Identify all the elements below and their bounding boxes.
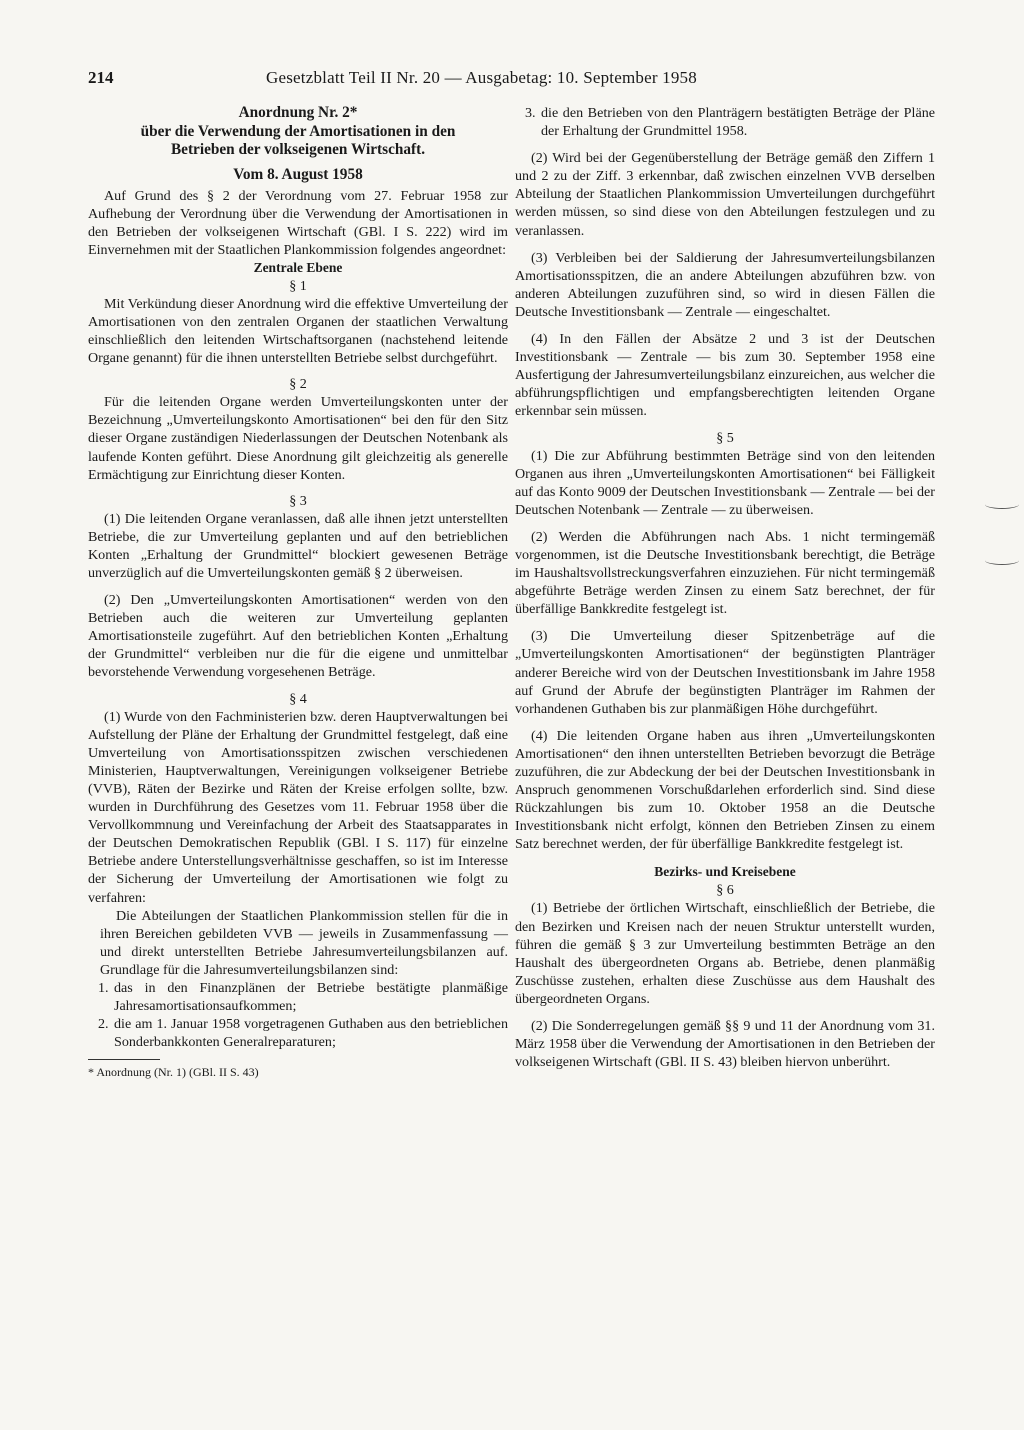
list-item-1-number: 1. [98, 979, 109, 996]
section-4-heading: § 4 [289, 690, 307, 707]
heading-bezirks-und-kreisebene: Bezirks- und Kreisebene [654, 864, 796, 880]
list-item-1 [88, 979, 508, 1015]
section-5-heading: § 5 [716, 429, 734, 446]
section-5-paragraph-3: (3) Die Umverteilung dieser Spitzenbeträge auf die „Umverteilungskonten Amortisationen“ der begünstigten Planträger anderer Bereiche wird von der Deutschen Investitionsbank im Jahre 1958 auf Grund der Abrufe der begünstigten Planträger im Rahmen der vorhandenen Guthaben bis zur planmäßigen Höhe durchgeführt. [515, 628, 935, 717]
section-6-paragraph-2: (2) Die Sonderregelungen gemäß §§ 9 und 11 der Anordnung vom 31. März 1958 über die Verwendung der Amortisationen in den Betrieben der volkseigenen Wirtschaft (GBl. II S. 43) bleiben hiervon unberührt. [515, 1018, 935, 1071]
section-5-paragraph-1: (1) Die zur Abführung bestimmten Beträge sind von den leitenden Organen aus ihren „Umverteilungskonten Amortisationen“ bei Fälligkeit auf das Konto 9009 der Deutschen Investitionsbank — Zentrale — bei der Deutschen Notenbank — Zentrale — zu überweisen. [515, 447, 935, 518]
preamble: Auf Grund des § 2 der Verordnung vom 27. Februar 1958 zur Aufhebung der Verordnung über die Verwendung der Amortisationen in den Betrieben der volkseigenen Wirtschaft (GBl. I S. 222) wird im Einvernehmen mit der Staatlichen Plankommission folgendes angeordnet: [88, 187, 508, 258]
section-5-paragraph-2: (2) Werden die Abführungen nach Abs. 1 nicht termingemäß vorgenommen, ist die Deutsche Investitionsbank berechtigt, die Beträge im Haushaltsvollstreckungsverfahren einzuziehen. Für nicht termingemäß abgeführte Beträge werden Zinsen zu einem Satz berechnet, der für überfällige Bankkredite festgelegt ist. [515, 528, 935, 618]
ordinance-title-line-1: Anordnung Nr. 2* [238, 104, 358, 121]
footnote: * Anordnung (Nr. 1) (GBl. II S. 43) [88, 1065, 259, 1080]
margin-mark-2 [985, 556, 1019, 565]
section-3-heading: § 3 [289, 492, 307, 509]
heading-zentrale-ebene: Zentrale Ebene [253, 259, 343, 275]
ordinance-date: Vom 8. August 1958 [233, 165, 363, 183]
section-1-text: Mit Verkündung dieser Anordnung wird die effektive Umverteilung der Amortisationen von den zentralen Organen der staatlichen Verwaltung einschließlich den leitenden Wirtschaftsorganen (nachstehend leitende Organe genannt) für die ihnen unterstellten Betriebe selbst durchgeführt. [88, 295, 508, 367]
ordinance-title-line-3: Betrieben der volkseigenen Wirtschaft. [170, 141, 426, 158]
list-item-3-text: die den Betrieben von den Planträgern bestätigten Beträge der Pläne der Erhaltung der Grundmittel 1958. [541, 105, 935, 140]
list-item-1-text: das in den Finanzplänen der Betriebe bestätigte planmäßige Jahresamortisationsaufkommen; [114, 979, 508, 1015]
section-2-heading: § 2 [289, 376, 307, 393]
section-6-heading: § 6 [716, 882, 734, 899]
section-6-paragraph-1: (1) Betriebe der örtlichen Wirtschaft, einschließlich der Betriebe, die den Bezirken und Kreisen nach der neuen Struktur unterstellt wurden, führen die gemäß § 3 zur Umverteilung bestimmten Beträge an den Haushalt des übergeordneten Organs ab. Betriebe, denen planmäßig Zuschüsse zustehen, erhalten diese Zuschüsse aus dem Haushalt des übergeordneten Organs. [515, 900, 935, 1007]
list-item-3-number: 3. [525, 105, 536, 121]
running-title: Gesetzblatt Teil II Nr. 20 — Ausgabetag: 10. September 1958 [266, 68, 697, 87]
section-1-heading: § 1 [289, 277, 307, 294]
left-column [88, 104, 508, 1080]
ordinance-title-line-2: über die Verwendung der Amortisationen in den [140, 122, 456, 140]
list-item-2-number: 2. [98, 1016, 109, 1033]
list-item-3 [515, 104, 935, 140]
page-header [88, 66, 938, 90]
page-number: 214 [88, 68, 114, 87]
section-2-text: Für die leitenden Organe werden Umverteilungskonten unter der Bezeichnung „Umverteilungskonto Amortisationen“ bei den für den Sitz dieser Organe zuständigen Niederlassungen der Deutschen Notenbank als laufende Konten geführt. Diese Anordnung gilt gleichzeitig als generelle Ermächtigung zur Einrichtung dieser Konten. [88, 394, 508, 483]
section-4-paragraph-4: (4) In den Fällen der Absätze 2 und 3 ist der Deutschen Investitionsbank — Zentrale — bis zum 30. September 1958 eine Ausfertigung der Jahresumverteilungsbilanz einzureichen, aus welcher die abführungspflichtigen und empfangsberechtigten leitenden Organe erkennbar sein müssen. [515, 331, 935, 420]
footnote-divider [88, 1059, 160, 1060]
section-3-paragraph-2: (2) Den „Umverteilungskonten Amortisationen“ werden von den Betrieben auch die weiteren zur Umverteilung geplanten Amortisationsteile zugeführt. Auf den betrieblichen Konten „Erhaltung der Grundmittel“ verbleiben nur die für die eigene und unmittelbar bevorstehende Verwendung vorgesehenen Beträge. [88, 592, 508, 681]
section-4-indented-text: Die Abteilungen der Staatlichen Plankommission stellen für die in ihren Bereichen gebildeten VVB — jeweils in Zusammenfassung — und direkt unterstellten Betriebe Jahresumverteilungsbilanzen auf. Grundlage für die Jahresumverteilungsbilanzen sind: [100, 907, 508, 978]
list-item-2 [88, 1015, 508, 1051]
list-item-2-text: die am 1. Januar 1958 vorgetragenen Guthaben aus den betrieblichen Sonderbankkonten Generalreparaturen; [114, 1016, 508, 1051]
right-column [515, 104, 935, 1071]
section-4-paragraph-2: (2) Wird bei der Gegenüberstellung der Beträge gemäß den Ziffern 1 und 2 zu der Ziff. 3 erkennbar, daß zwischen einzelnen VVB derselben Abteilung der Staatlichen Plankommission Umverteilungen durchgeführt werden müssen, so sind diese von den Abteilungen festzulegen und zu veranlassen. [515, 150, 935, 239]
section-5-paragraph-4: (4) Die leitenden Organe haben aus ihren „Umverteilungskonten Amortisationen“ den ihnen unterstellten Betrieben bevorzugt die Beträge zuzuführen, die zur Abdeckung der bei der Deutschen Investitionsbank in Anspruch genommenen Vorschußdarlehen erforderlich sind. Sind diese Rückzahlungen bis zum 10. Oktober 1958 an die Deutsche Investitionsbank nicht erfolgt, können den Betrieben Zinsen zu einem Satz berechnet werden, der für überfällige Bankkredite festgelegt ist. [515, 727, 935, 853]
margin-mark-1 [985, 500, 1019, 509]
section-3-paragraph-1: (1) Die leitenden Organe veranlassen, daß alle ihnen jetzt unterstellten Betriebe, die zur Umverteilung geplanten und auf den betrieblichen Konten „Erhaltung der Grundmittel“ blockiert gewesenen Beträge unverzüglich auf die Umverteilungskonten gemäß § 2 überweisen. [88, 510, 508, 581]
section-4-paragraph-3: (3) Verbleiben bei der Saldierung der Jahresumverteilungsbilanzen Amortisationsspitzen, die an andere Abteilungen abzuführen bzw. von anderen Abteilungen zuzuführen sind, so wird in diesen Fällen die Deutsche Investitionsbank — Zentrale — eingeschaltet. [515, 249, 935, 320]
section-4-paragraph-1: (1) Wurde von den Fachministerien bzw. deren Hauptverwaltungen bei Aufstellung der Pläne der Erhaltung der Grundmittel festgelegt, daß eine Umverteilung von Amortisationsspitzen zwischen verschiedenen Ministerien, Hauptverwaltungen, Vereinigungen volkseigener Betriebe (VVB), Räten der Bezirke und Räten der Kreise erfolgen sollte, bzw. wurden in Durchführung des Gesetzes vom 11. Februar 1958 über die Vervollkommnung und Vereinfachung der Arbeit des Staatsapparates in der Deutschen Demokratischen Republik (GBl. I S. 117) für einzelne Betriebe andere Unterstellungsverhältnisse geschaffen, so ist im Interesse der Sicherung der Umverteilung der Amortisationen wie folgt zu verfahren: [88, 708, 508, 906]
